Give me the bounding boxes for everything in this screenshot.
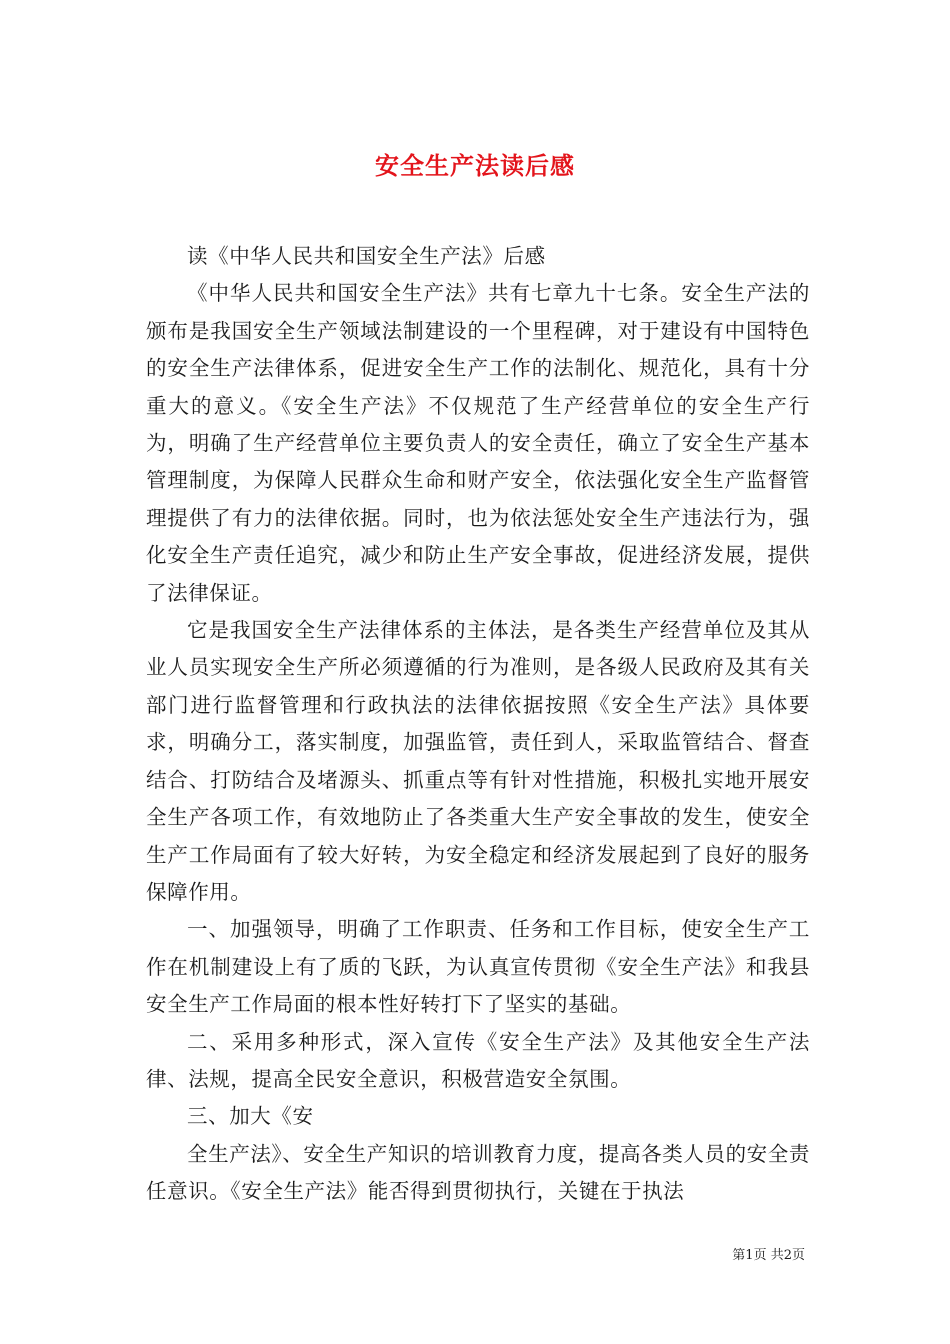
footer-current-page: 1 [745,1248,754,1263]
paragraph-1: 《中华人民共和国安全生产法》共有七章九十七条。安全生产法的颁布是我国安全生产领域法制建设的一个里程碑，对于建设有中国特色的安全生产法律体系，促进安全生产工作的法制化、规范化，具有十分重大的意义。《安全生产法》不仅规范了生产经营单位的安全生产行为，明确了生产经营单位主要负责人的安全责任，确立了安全生产基本管理制度，为保障人民群众生命和财产安全，依法强化安全生产监督管理提供了有力的法律依据。同时，也为依法惩处安全生产违法行为，强化安全生产责任追究，减少和防止生产安全事故，促进经济发展，提供了法律保证。 [146,281,810,605]
footer-prefix: 第 [732,1248,746,1263]
footer-total-pages: 2 [783,1248,792,1263]
paragraph-2: 它是我国安全生产法律体系的主体法，是各类生产经营单位及其从业人员实现安全生产所必须遵循的行为准则，是各级人民政府及其有关部门进行监督管理和行政执法的法律依据按照《安全生产法》具体要求，明确分工，落实制度，加强监管，责任到人，采取监管结合、督查结合、打防结合及堵源头、抓重点等有针对性措施，积极扎实地开展安全生产各项工作，有效地防止了各类重大生产安全事故的发生，使安全生产工作局面有了较大好转，为安全稳定和经济发展起到了良好的服务保障作用。 [146,618,810,904]
paragraph-5: 三、加大《安 [187,1104,314,1129]
document-body [146,238,810,1211]
paragraph-4: 二、采用多种形式，深入宣传《安全生产法》及其他安全生产法律、法规，提高全民安全意识，积极营造安全氛围。 [146,1029,810,1091]
footer-middle: 页 共 [753,1248,784,1263]
footer-suffix: 页 [791,1248,805,1263]
paragraph-3: 一、加强领导，明确了工作职责、任务和工作目标，使安全生产工作在机制建设上有了质的飞跃，为认真宣传贯彻《安全生产法》和我县安全生产工作局面的根本性好转打下了坚实的基础。 [146,917,810,1017]
page-number-footer [732,1246,805,1266]
page-title: 安全生产法读后感 [375,151,575,181]
paragraph-subtitle: 读《中华人民共和国安全生产法》后感 [187,244,546,268]
paragraph-6: 全生产法》、安全生产知识的培训教育力度，提高各类人员的安全责任意识。《安全生产法》能否得到贯彻执行，关键在于执法 [146,1141,810,1204]
